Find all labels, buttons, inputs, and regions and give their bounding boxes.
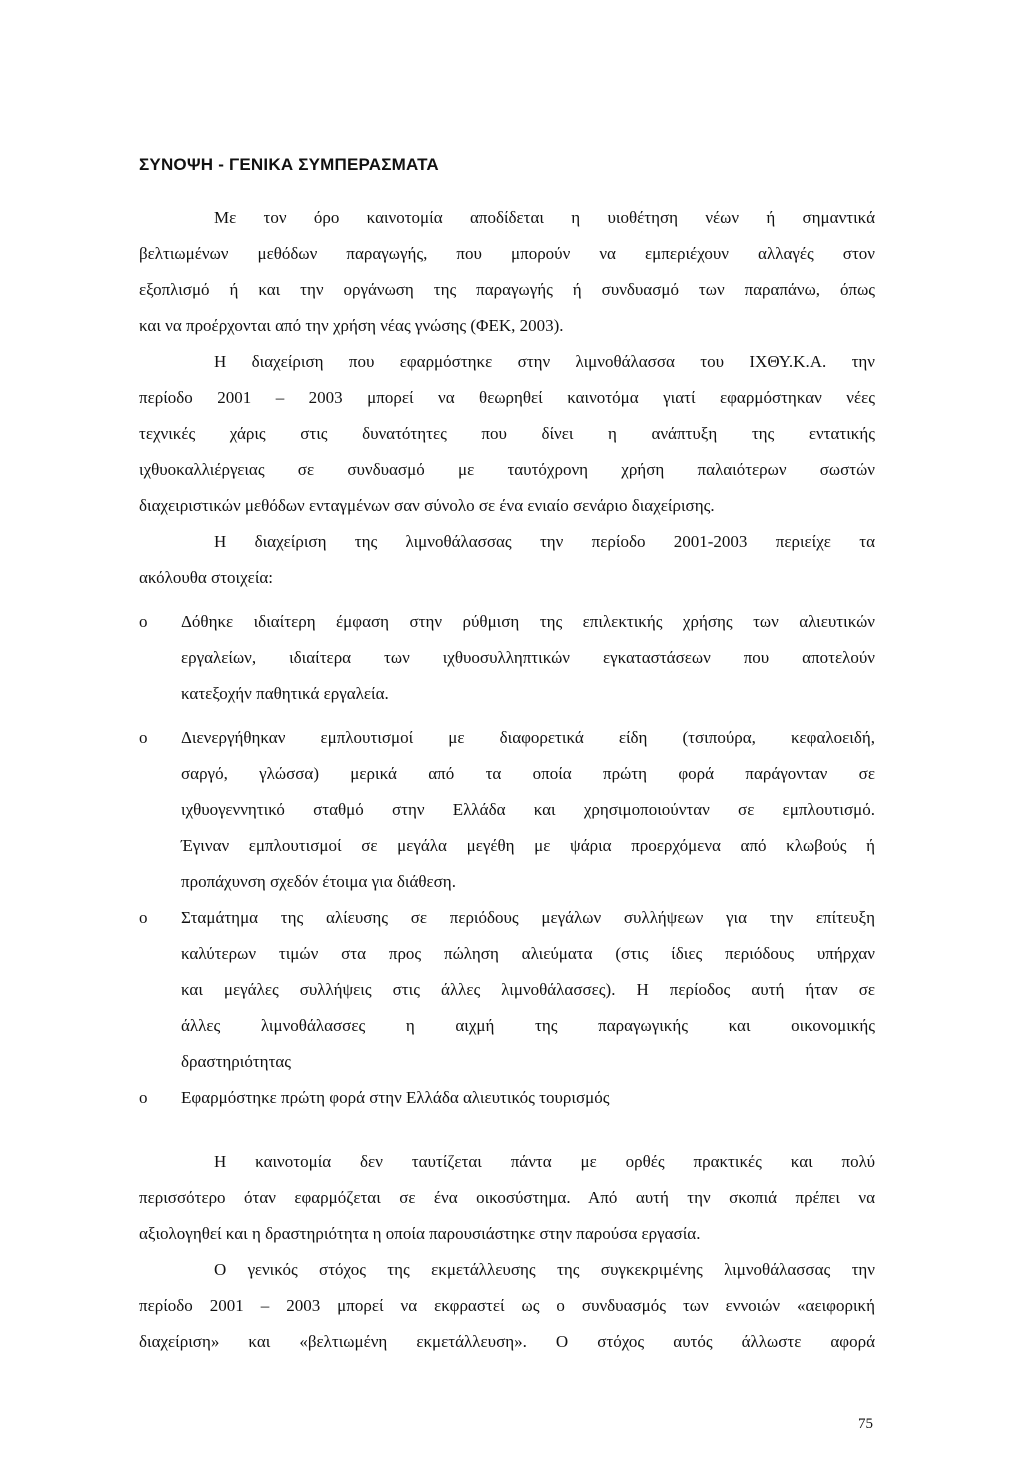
bullet-marker: o [139,908,148,927]
bullet-line: Διενεργήθηκαν εμπλουτισμοί με διαφορετικά είδη (τσιπούρα, κεφαλοειδή, [181,728,875,747]
paragraph-line: βελτιωμένων μεθόδων παραγωγής, που μπορούν να εμπεριέχουν αλλαγές στον [139,244,875,263]
bullet-marker: o [139,728,148,747]
bullet-line: προπάχυνση σχεδόν έτοιμα για διάθεση. [181,872,456,891]
bullet-line: δραστηριότητας [181,1052,292,1071]
paragraph-line: Ο γενικός στόχος της εκμετάλλευσης της συγκεκριμένης λιμνοθάλασσας την [214,1260,875,1279]
paragraph-line: περίοδο 2001 – 2003 μπορεί να εκφραστεί ως ο συνδυασμός των εννοιών «αειφορική [139,1296,875,1315]
paragraph-line: διαχείριση» και «βελτιωμένη εκμετάλλευση». Ο στόχος αυτός άλλωστε αφορά [139,1332,875,1351]
paragraph-line: περίοδο 2001 – 2003 μπορεί να θεωρηθεί καινοτόμα γιατί εφαρμόστηκαν νέες [139,388,875,407]
page-number: 75 [858,1416,873,1432]
bullet-line: Σταμάτημα της αλίευσης σε περιόδους μεγάλων συλλήψεων για την επίτευξη [181,908,875,927]
bullet-marker: o [139,1088,148,1107]
bullet-line: Δόθηκε ιδιαίτερη έμφαση στην ρύθμιση της επιλεκτικής χρήσης των αλιευτικών [181,612,875,631]
bullet-line: και μεγάλες συλλήψεις στις άλλες λιμνοθάλασσες). Η περίοδος αυτή ήταν σε [181,980,875,999]
bullet-line: εργαλείων, ιδιαίτερα των ιχθυοσυλληπτικών εγκαταστάσεων που αποτελούν [181,648,875,667]
bullet-line: Εφαρμόστηκε πρώτη φορά στην Ελλάδα αλιευτικός τουρισμός [181,1088,610,1107]
paragraph-line: εξοπλισμό ή και την οργάνωση της παραγωγής ή συνδυασμό των παραπάνω, όπως [139,280,875,299]
bullet-line: ιχθυογεννητικό σταθμό στην Ελλάδα και χρησιμοποιούνταν σε εμπλουτισμό. [181,800,875,819]
paragraph-line: Η διαχείριση που εφαρμόστηκε στην λιμνοθάλασσα του ΙΧΘΥ.Κ.Α. την [214,352,875,371]
paragraph-line: περισσότερο όταν εφαρμόζεται σε ένα οικοσύστημα. Από αυτή την σκοπιά πρέπει να [139,1188,875,1207]
paragraph-line: και να προέρχονται από την χρήση νέας γνώσης (ΦΕΚ, 2003). [139,316,564,335]
bullet-line: άλλες λιμνοθάλασσες η αιχμή της παραγωγικής και οικονομικής [181,1016,875,1035]
bullet-line: Έγιναν εμπλουτισμοί σε μεγάλα μεγέθη με ψάρια προερχόμενα από κλωβούς ή [181,836,875,855]
paragraph-line: τεχνικές χάρις στις δυνατότητες που δίνει η ανάπτυξη της εντατικής [139,424,875,443]
bullet-line: καλύτερων τιμών στα προς πώληση αλιεύματα (στις ίδιες περιόδους υπήρχαν [181,944,875,963]
paragraph-line: ιχθυοκαλλιέργειας σε συνδυασμό με ταυτόχρονη χρήση παλαιότερων σωστών [139,460,875,479]
bullet-line: κατεξοχήν παθητικά εργαλεία. [181,684,389,703]
paragraph-line: αξιολογηθεί και η δραστηριότητα η οποία παρουσιάστηκε στην παρούσα εργασία. [139,1224,701,1243]
paragraph-line: διαχειριστικών μεθόδων ενταγμένων σαν σύνολο σε ένα ενιαίο σενάριο διαχείρισης. [139,496,715,515]
bullet-line: σαργό, γλώσσα) μερικά από τα οποία πρώτη φορά παράγονταν σε [181,764,875,783]
section-heading: ΣΥΝΟΨΗ - ΓΕΝΙΚΑ ΣΥΜΠΕΡΑΣΜΑΤΑ [139,155,439,174]
bullet-marker: o [139,612,148,631]
paragraph-line: ακόλουθα στοιχεία: [139,568,274,587]
paragraph-line: Η διαχείριση της λιμνοθάλασσας την περίοδο 2001-2003 περιείχε τα [214,532,875,551]
paragraph-line: Η καινοτομία δεν ταυτίζεται πάντα με ορθές πρακτικές και πολύ [214,1152,875,1171]
paragraph-line: Με τον όρο καινοτομία αποδίδεται η υιοθέτηση νέων ή σημαντικά [214,208,875,227]
